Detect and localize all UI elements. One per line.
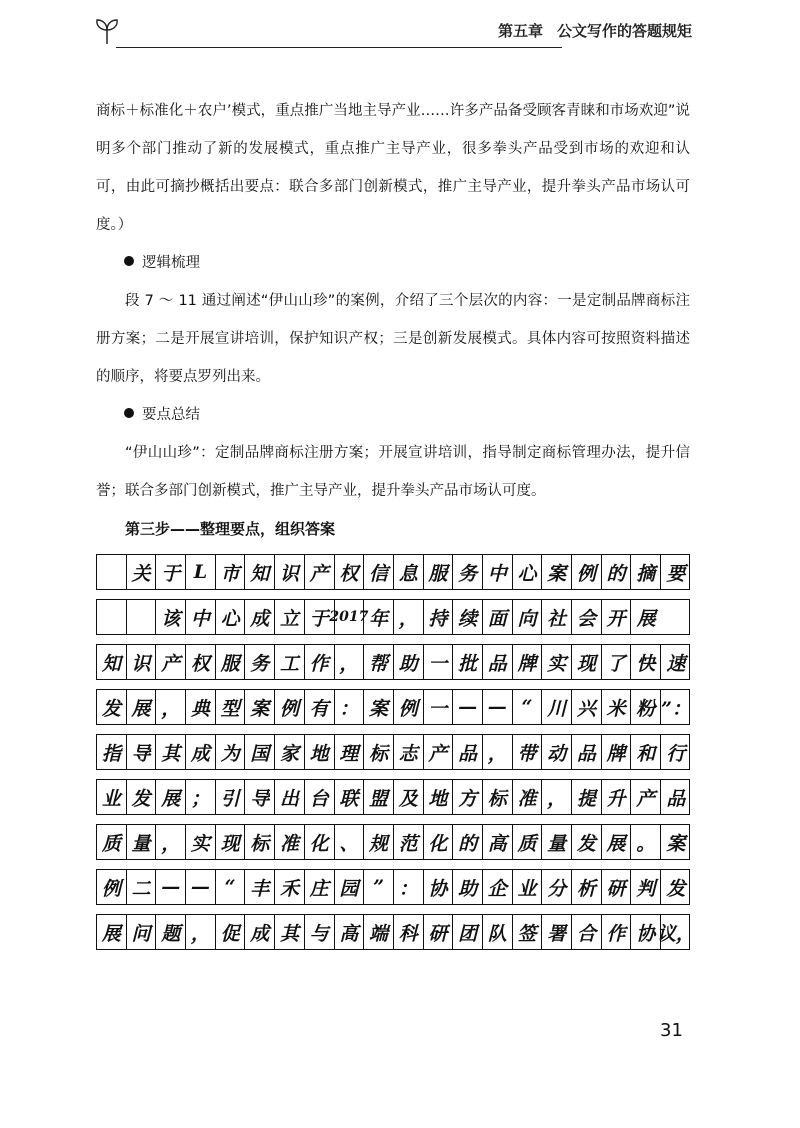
grid-cell: 与: [305, 915, 335, 949]
grid-cell: 会: [572, 600, 602, 634]
grid-cell: 一: [424, 690, 454, 724]
grid-cell: 知: [245, 555, 275, 589]
grid-cell: 国: [245, 735, 275, 769]
grid-cell: 例: [394, 690, 424, 724]
grid-cell: 续: [453, 600, 483, 634]
grid-cell: ，: [156, 690, 186, 724]
grid-cell: 展: [602, 825, 632, 859]
grid-cell: 服: [424, 555, 454, 589]
grid-cell: 产: [424, 735, 454, 769]
grid-cell: 息: [394, 555, 424, 589]
grid-cell: ”: [364, 870, 394, 904]
grid-cell: 牌: [513, 645, 543, 679]
grid-cell: 为: [216, 735, 246, 769]
grid-cell: 合: [572, 915, 602, 949]
heading-text: 逻辑梳理: [142, 255, 200, 271]
grid-cell: 助: [453, 870, 483, 904]
grid-cell: 案: [364, 690, 394, 724]
grid-cell: —: [156, 870, 186, 904]
grid-cell: ，: [483, 735, 513, 769]
grid-cell: 研: [424, 915, 454, 949]
grid-cell: 川: [542, 690, 572, 724]
grid-cell: 成: [245, 600, 275, 634]
grid-cell: 例: [572, 555, 602, 589]
grid-cell: 识: [275, 555, 305, 589]
grid-cell: 署: [542, 915, 572, 949]
grid-cell: 型: [216, 690, 246, 724]
grid-cell: 权: [335, 555, 365, 589]
chapter-heading: [498, 20, 692, 41]
grid-cell: 开: [602, 600, 632, 634]
grid-cell: 持: [424, 600, 454, 634]
grid-cell: 丰: [245, 870, 275, 904]
grid-cell: 联: [335, 780, 365, 814]
bullet-icon: [124, 408, 134, 418]
body-text: [96, 92, 690, 548]
grid-cell: 方: [453, 780, 483, 814]
grid-cell: 粉: [631, 690, 661, 724]
grid-cell: 判: [631, 870, 661, 904]
grid-cell: 务: [453, 555, 483, 589]
grid-cell: 其: [156, 735, 186, 769]
grid-cell: 中: [483, 555, 513, 589]
grid-cell: 动: [542, 735, 572, 769]
grid-cell: 关: [127, 555, 157, 589]
grid-cell: 高: [483, 825, 513, 859]
grid-cell: 的: [602, 555, 632, 589]
grid-cell: 和: [631, 735, 661, 769]
grid-cell: 题: [156, 915, 186, 949]
grid-cell: 摘: [631, 555, 661, 589]
grid-cell: —: [453, 690, 483, 724]
grid-cell: “: [513, 690, 543, 724]
grid-cell: 发: [666, 877, 686, 900]
grid-cell: 导: [245, 780, 275, 814]
grid-cell: 快: [631, 645, 661, 679]
grid-cell: —: [483, 690, 513, 724]
grid-cell: 业: [97, 780, 127, 814]
grid-cell: 志: [394, 735, 424, 769]
grid-cell: 园: [335, 870, 365, 904]
grid-cell: 例: [97, 870, 127, 904]
grid-cell: 一: [424, 645, 454, 679]
grid-cell: [97, 600, 127, 634]
grid-cell: 出: [275, 780, 305, 814]
grid-row: [96, 554, 690, 590]
grid-cell: ，: [335, 645, 365, 679]
grid-cell: 导: [127, 735, 157, 769]
grid-row: [96, 599, 690, 635]
grid-cell: 有: [305, 690, 335, 724]
grid-cell: 2017: [335, 600, 365, 634]
grid-cell: 现: [216, 825, 246, 859]
grid-cell: 范: [394, 825, 424, 859]
grid-cell: 发: [127, 780, 157, 814]
grid-cell: 该: [156, 600, 186, 634]
grid-row: [96, 689, 690, 725]
grid-cell: 准: [513, 780, 543, 814]
grid-cell: 立: [275, 600, 305, 634]
grid-cell: 知: [97, 645, 127, 679]
grid-cell: 分: [542, 870, 572, 904]
section-heading-logic: [96, 244, 690, 282]
grid-cell: 实: [186, 825, 216, 859]
grid-cell: 业: [513, 870, 543, 904]
grid-row: [96, 869, 690, 905]
grid-cell: 签: [513, 915, 543, 949]
grid-cell: 实: [542, 645, 572, 679]
grid-cell: 了: [602, 645, 632, 679]
grid-cell: 禾: [275, 870, 305, 904]
answer-grid: [96, 554, 695, 959]
grid-cell: ，: [394, 600, 424, 634]
grid-cell: 行: [666, 742, 686, 765]
grid-cell: 发: [572, 825, 602, 859]
grid-cell: 准: [275, 825, 305, 859]
grid-cell: 成: [186, 735, 216, 769]
grid-cell: 品: [666, 787, 686, 810]
grid-cell: 盟: [364, 780, 394, 814]
grid-cell: 理: [335, 735, 365, 769]
grid-cell: 批: [453, 645, 483, 679]
grid-cell: 典: [186, 690, 216, 724]
grid-cell: 要: [666, 562, 686, 585]
grid-cell: 队: [483, 915, 513, 949]
grid-cell: 于: [156, 555, 186, 589]
grid-cell: 标: [364, 735, 394, 769]
grid-cell: ：: [394, 870, 424, 904]
grid-cell: 端: [364, 915, 394, 949]
section-heading-summary: [96, 396, 690, 434]
grid-cell: 带: [513, 735, 543, 769]
grid-cell: ，: [156, 825, 186, 859]
grid-cell: 作: [602, 915, 632, 949]
heading-text: 要点总结: [142, 407, 200, 423]
bullet-icon: [124, 256, 134, 266]
grid-cell: 于: [305, 600, 335, 634]
grid-cell: 化: [305, 825, 335, 859]
grid-cell: 研: [602, 870, 632, 904]
grid-cell: 协: [424, 870, 454, 904]
grid-cell: 例: [275, 690, 305, 724]
header-rule: [116, 47, 562, 48]
grid-cell: [97, 555, 127, 589]
grid-row: [96, 914, 695, 950]
grid-cell: 帮: [364, 645, 394, 679]
grid-cell: 助: [394, 645, 424, 679]
grid-cell: ；: [186, 780, 216, 814]
grid-cell: 信: [364, 555, 394, 589]
grid-cell: 案: [245, 690, 275, 724]
grid-cell: 质: [513, 825, 543, 859]
grid-cell: 速: [666, 652, 686, 675]
grid-cell: 识: [127, 645, 157, 679]
grid-cell: 质: [97, 825, 127, 859]
grid-cell: 、: [335, 825, 365, 859]
grid-cell: 牌: [602, 735, 632, 769]
grid-cell: “: [216, 870, 246, 904]
grid-cell: 作: [305, 645, 335, 679]
sprout-icon: [92, 16, 122, 46]
grid-cell: 兴: [572, 690, 602, 724]
grid-cell: 展: [636, 607, 656, 630]
grid-cell: 案: [666, 832, 686, 855]
grid-cell: 务: [245, 645, 275, 679]
grid-cell: ，: [186, 915, 216, 949]
grid-cell: [127, 600, 157, 634]
paragraph-continued: 商标＋标准化＋农户’模式，重点推广当地主导产业……许多产品备受顾客青睐和市场欢迎”说明多个部门推动了新的发展模式，重点推广主导产业，很多拳头产品受到市场的欢迎和认可，由此可摘抄概括出要点：联合多部门创新模式，推广主导产业，提升拳头产品市场认可度。）: [96, 103, 690, 233]
grid-row: [96, 734, 690, 770]
grid-cell: 二: [127, 870, 157, 904]
grid-cell: 品: [572, 735, 602, 769]
grid-cell: 升: [602, 780, 632, 814]
grid-cell: 协: [631, 915, 661, 949]
grid-cell: 促: [216, 915, 246, 949]
grid-cell: 团: [453, 915, 483, 949]
page-number: 31: [660, 1020, 683, 1041]
page-header: [92, 14, 692, 48]
grid-cell: 成: [245, 915, 275, 949]
grid-cell: ”：: [660, 697, 691, 720]
grid-cell: 台: [305, 780, 335, 814]
grid-cell: 高: [335, 915, 365, 949]
grid-row: [96, 824, 690, 860]
grid-cell: 议，: [656, 922, 695, 945]
grid-cell: 地: [305, 735, 335, 769]
grid-cell: 及: [394, 780, 424, 814]
grid-cell: 向: [513, 600, 543, 634]
grid-cell: 社: [542, 600, 572, 634]
grid-cell: 产: [156, 645, 186, 679]
grid-cell: 中: [186, 600, 216, 634]
paragraph-summary: “伊山山珍”：定制品牌商标注册方案；开展宣讲培训，指导制定商标管理办法，提升信誉；联合多部门创新模式，推广主导产业，提升拳头产品市场认可度。: [96, 445, 690, 499]
grid-cell: 企: [483, 870, 513, 904]
grid-cell: 展: [97, 915, 127, 949]
step-heading: 第三步——整理要点，组织答案: [125, 520, 336, 538]
grid-cell: 产: [631, 780, 661, 814]
grid-cell: 服: [216, 645, 246, 679]
grid-cell: 心: [513, 555, 543, 589]
grid-cell: 其: [275, 915, 305, 949]
grid-cell: 年: [364, 600, 394, 634]
grid-cell: 品: [453, 735, 483, 769]
grid-cell: 心: [216, 600, 246, 634]
grid-cell: 。: [631, 825, 661, 859]
grid-cell: —: [186, 870, 216, 904]
grid-cell: 发: [97, 690, 127, 724]
grid-cell: 地: [424, 780, 454, 814]
paragraph-logic: 段 7 ～ 11 通过阐述“伊山山珍”的案例，介绍了三个层次的内容：一是定制品牌商标注册方案；二是开展宣讲培训，保护知识产权；三是创新发展模式。具体内容可按照资料描述的顺序，将要点罗列出来。: [96, 293, 690, 385]
grid-cell: 案: [542, 555, 572, 589]
grid-cell: 面: [483, 600, 513, 634]
chapter-title: 公文写作的答题规矩: [556, 22, 692, 40]
grid-cell: 标: [483, 780, 513, 814]
grid-row: [96, 779, 690, 815]
grid-cell: 产: [305, 555, 335, 589]
grid-cell: ：: [335, 690, 365, 724]
grid-cell: 的: [453, 825, 483, 859]
grid-cell: 科: [394, 915, 424, 949]
grid-cell: 米: [602, 690, 632, 724]
grid-cell: 标: [245, 825, 275, 859]
grid-cell: L: [186, 555, 216, 589]
grid-cell: 引: [216, 780, 246, 814]
chapter-label: 第五章: [497, 22, 543, 40]
grid-cell: 家: [275, 735, 305, 769]
grid-cell: 品: [483, 645, 513, 679]
grid-cell: 规: [364, 825, 394, 859]
grid-cell: 市: [216, 555, 246, 589]
grid-cell: 庄: [305, 870, 335, 904]
grid-cell: 工: [275, 645, 305, 679]
grid-cell: ，: [542, 780, 572, 814]
grid-cell: 现: [572, 645, 602, 679]
grid-cell: 化: [424, 825, 454, 859]
grid-cell: 提: [572, 780, 602, 814]
grid-cell: 权: [186, 645, 216, 679]
grid-cell: 量: [127, 825, 157, 859]
grid-cell: 展: [127, 690, 157, 724]
grid-row: [96, 644, 690, 680]
grid-cell: 析: [572, 870, 602, 904]
grid-cell: 指: [97, 735, 127, 769]
grid-cell: 问: [127, 915, 157, 949]
grid-cell: 量: [542, 825, 572, 859]
grid-cell: 展: [156, 780, 186, 814]
